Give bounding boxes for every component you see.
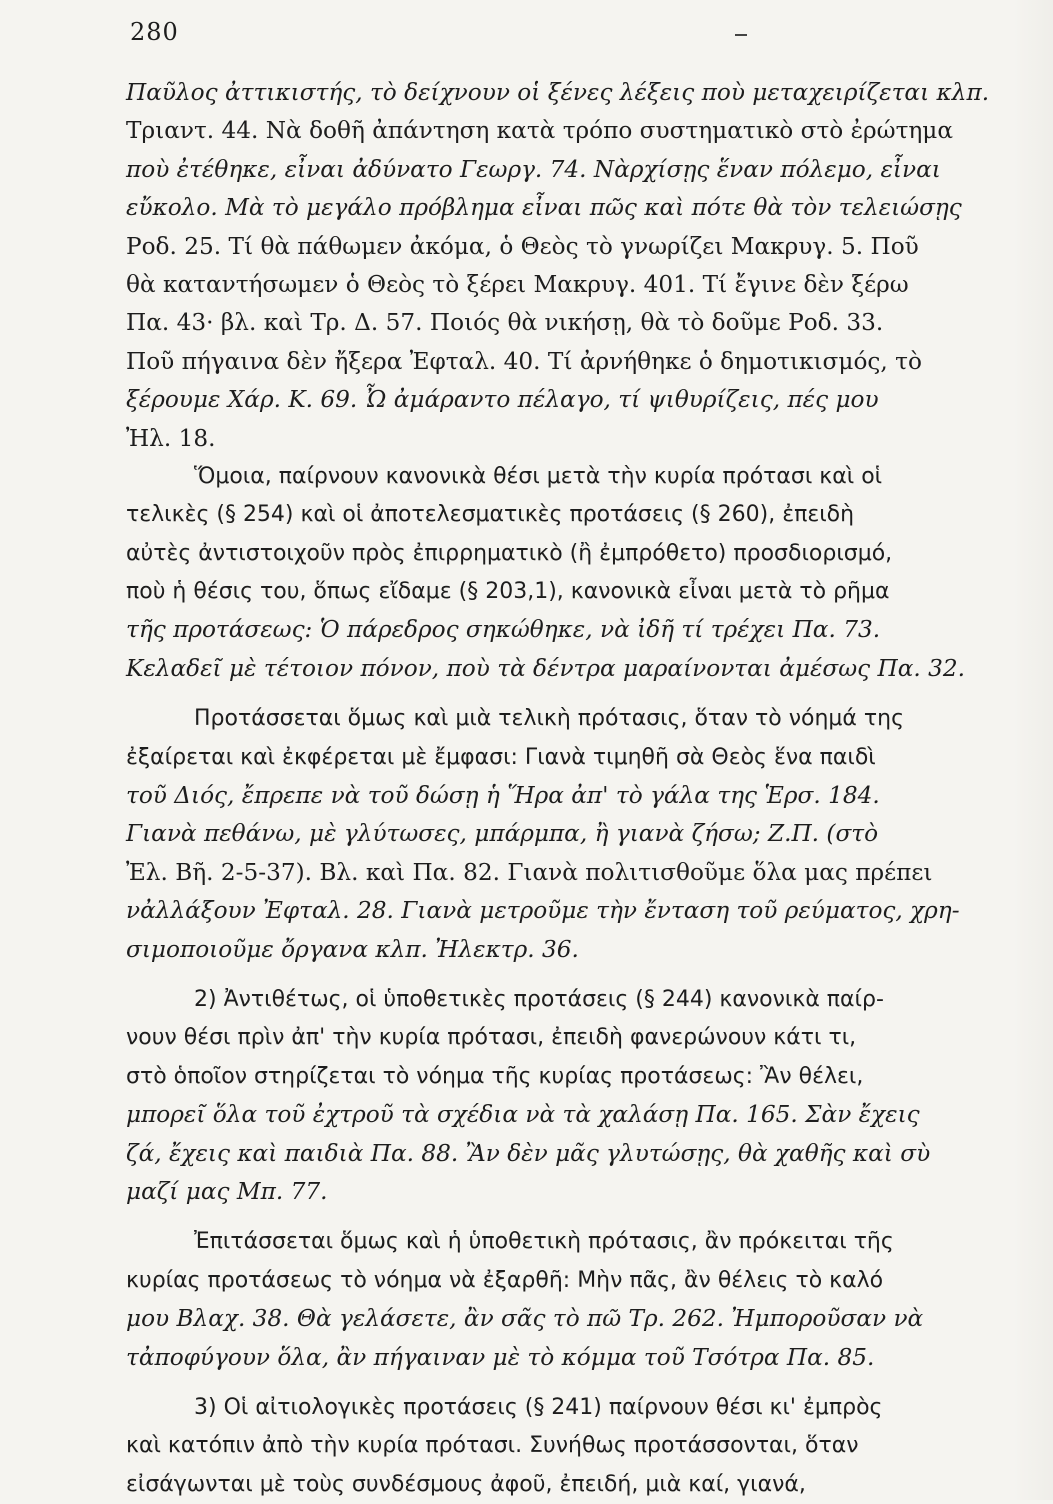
text-line: σιμοποιοῦμε ὄργανα κλπ. Ἠλεκτρ. 36. (126, 935, 579, 963)
text-line: Τριαντ. 44. Νὰ δοθῆ ἀπάντηση κατὰ τρόπο συστηματικὸ στὸ ἐρώτημα (126, 117, 954, 145)
text-line: Ἐπιτάσσεται ὅμως καὶ ἡ ὑποθετικὴ πρότασις, ἂν πρόκειται τῆς (194, 1229, 894, 1255)
text-line: ζά, ἔχεις καὶ παιδιὰ Πα. 88. Ἂν δὲν μᾶς γλυτώσῃς, θὰ χαθῆς καὶ σὺ (126, 1139, 931, 1167)
text-line: στὸ ὁποῖον στηρίζεται τὸ νόημα τῆς κυρίας προτάσεως: Ἂν θέλει, (126, 1063, 864, 1089)
text-line: ξέρουμε Χάρ. Κ. 69. Ὦ ἀμάραντο πέλαγο, τί ψιθυρίζεις, πές μου (126, 386, 879, 414)
text-line: τἀποφύγουν ὅλα, ἂν πήγαιναν μὲ τὸ κόμμα τοῦ Τσότρα Πα. 85. (126, 1343, 875, 1371)
page-edge-shadow (1013, 0, 1053, 1500)
text-line: καὶ κατόπιν ἀπὸ τὴν κυρία πρότασι. Συνήθως προτάσσονται, ὅταν (126, 1433, 859, 1459)
top-mark (735, 34, 747, 36)
text-line: Γιανὰ πεθάνω, μὲ γλύτωσες, μπάρμπα, ἢ γιανὰ ζήσω; Ζ.Π. (στὸ (126, 820, 879, 848)
text-line: νουν θέσι πρὶν ἀπ' τὴν κυρία πρότασι, ἐπειδὴ φανερώνουν κάτι τι, (126, 1025, 857, 1051)
text-line: εἰσάγωνται μὲ τοὺς συνδέσμους ἀφοῦ, ἐπειδή, μιὰ καί, γιανά, (126, 1471, 806, 1497)
text-line: Ροδ. 25. Τί θὰ πάθωμεν ἀκόμα, ὁ Θεὸς τὸ γνωρίζει Μακρυγ. 5. Ποῦ (126, 232, 919, 260)
text-line: θὰ καταντήσωμεν ὁ Θεὸς τὸ ξέρει Μακρυγ. 401. Τί ἔγινε δὲν ξέρω (126, 270, 909, 298)
text-line: ποὺ ἡ θέσις του, ὅπως εἴδαμε (§ 203,1), κανονικὰ εἶναι μετὰ τὸ ρῆμα (126, 579, 890, 605)
page-number: 280 (130, 18, 179, 46)
text-line: Κελαδεῖ μὲ τέτοιον πόνον, ποὺ τὰ δέντρα μαραίνονται ἀμέσως Πα. 32. (126, 654, 966, 682)
text-line: αὐτὲς ἀντιστοιχοῦν πρὸς ἐπιρρηματικὸ (ἢ ἐμπρόθετο) προσδιορισμό, (126, 540, 893, 566)
text-line: μπορεῖ ὅλα τοῦ ἐχτροῦ τὰ σχέδια νὰ τὰ χαλάσῃ Πα. 165. Σὰν ἔχεις (126, 1101, 920, 1129)
text-line: κυρίας προτάσεως τὸ νόημα νὰ ἐξαρθῆ: Μὴν πᾶς, ἂν θέλεις τὸ καλό (126, 1267, 884, 1293)
text-line: Ἠλ. 18. (126, 424, 216, 452)
text-line: 3) Οἱ αἰτιολογικὲς προτάσεις (§ 241) παίρνουν θέσι κι' ἐμπρὸς (194, 1394, 883, 1420)
text-line: Ποῦ πήγαινα δὲν ἤξερα Ἐφταλ. 40. Τί ἀρνήθηκε ὁ δημοτικισμός, τὸ (126, 347, 922, 375)
text-line: Ὅμοια, παίρνουν κανονικὰ θέσι μετὰ τὴν κυρία πρότασι καὶ οἱ (194, 463, 883, 489)
text-line: μαζί μας Μπ. 77. (126, 1177, 328, 1205)
text-line: τῆς προτάσεως: Ὁ πάρεδρος σηκώθηκε, νὰ ἰδῆ τί τρέχει Πα. 73. (126, 616, 881, 644)
main-text (126, 74, 1016, 1504)
text-line: ποὺ ἐτέθηκε, εἶναι ἀδύνατο Γεωργ. 74. Νὰρχίσῃς ἕναν πόλεμο, εἶναι (126, 155, 941, 183)
text-line: τελικὲς (§ 254) καὶ οἱ ἀποτελεσματικὲς προτάσεις (§ 260), ἐπειδὴ (126, 502, 855, 528)
text-line: μου Βλαχ. 38. Θὰ γελάσετε, ἂν σᾶς τὸ πῶ Τρ. 262. Ἠμποροῦσαν νὰ (126, 1305, 924, 1333)
text-line: Προτάσσεται ὅμως καὶ μιὰ τελικὴ πρότασις, ὅταν τὸ νόημά της (194, 706, 904, 732)
text-line: νἀλλάξουν Ἐφταλ. 28. Γιανὰ μετροῦμε τὴν ἔνταση τοῦ ρεύματος, χρη- (126, 897, 960, 925)
text-line: 2) Ἀντιθέτως, οἱ ὑποθετικὲς προτάσεις (§ 244) κανονικὰ παίρ- (194, 986, 884, 1012)
text-line: Παῦλος ἀττικιστής, τὸ δείχνουν οἱ ξένες λέξεις ποὺ μεταχειρίζεται κλπ. (126, 79, 990, 106)
text-line: εὔκολο. Μὰ τὸ μεγάλο πρόβλημα εἶναι πῶς καὶ πότε θὰ τὸν τελειώσῃς (126, 194, 962, 222)
text-line: Ἐλ. Βῆ. 2-5-37). Βλ. καὶ Πα. 82. Γιανὰ πολιτισθοῦμε ὅλα μας πρέπει (126, 858, 933, 886)
text-line: Πα. 43· βλ. καὶ Τρ. Δ. 57. Ποιός θὰ νικήσῃ, θὰ τὸ δοῦμε Ροδ. 33. (126, 309, 884, 337)
text-line: τοῦ Διός, ἔπρεπε νὰ τοῦ δώσῃ ἡ Ἥρα ἀπ' τὸ γάλα της Ἑρσ. 184. (126, 782, 880, 810)
text-line: ἐξαίρεται καὶ ἐκφέρεται μὲ ἔμφασι: Γιανὰ τιμηθῆ σὰ Θεὸς ἕνα παιδὶ (126, 744, 876, 770)
